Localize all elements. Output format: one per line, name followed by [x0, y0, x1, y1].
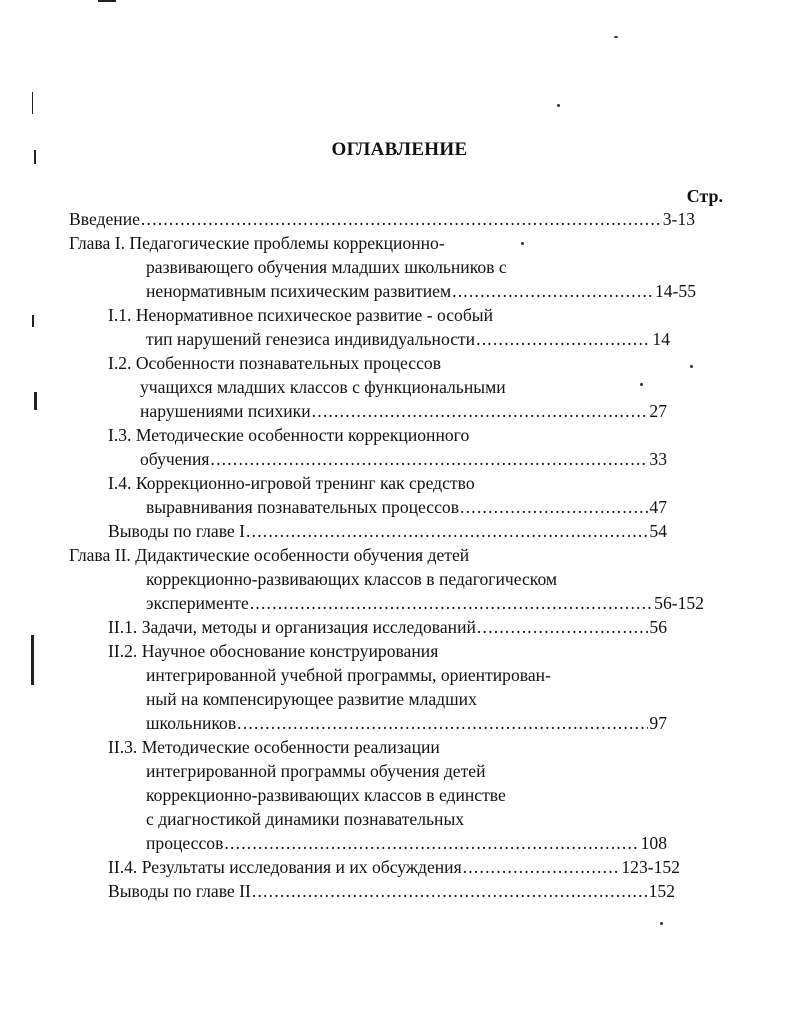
- toc-page-number: 97: [649, 713, 667, 733]
- scan-speck-4: [640, 383, 643, 386]
- toc-entry-section2-3-line1[interactable]: II.3. Методические особенности реализации: [108, 737, 440, 757]
- toc-entry-text: нарушениями психики: [140, 401, 311, 421]
- toc-entry-section1-3-line1[interactable]: I.3. Методические особенности коррекционного: [108, 425, 470, 445]
- toc-entry-text: Выводы по главе II: [108, 881, 251, 901]
- toc-entry-conclusions-chapter1[interactable]: [108, 520, 667, 543]
- page-column-header: Стр.: [686, 186, 723, 206]
- toc-page-number: 14-55: [654, 281, 696, 301]
- toc-entry-chapter2-line1[interactable]: Глава II. Дидактические особенности обучения детей: [69, 545, 470, 565]
- toc-leader: [463, 856, 621, 879]
- toc-entry-text: ненормативным психическим развитием: [146, 281, 452, 301]
- toc-leader: [460, 496, 648, 519]
- toc-page-number: 152: [648, 881, 675, 901]
- toc-entry-chapter1-line3[interactable]: [146, 280, 696, 303]
- toc-entry-text: тип нарушений генезиса индивидуальности: [146, 329, 476, 349]
- toc-leader: [252, 880, 648, 903]
- toc-page-number: 27: [649, 401, 667, 421]
- toc-entry-section1-1-line1[interactable]: I.1. Ненормативное психическое развитие - особый: [108, 305, 494, 325]
- toc-entry-section2-2-line3[interactable]: ный на компенсирующее развитие младших: [146, 689, 477, 709]
- toc-page-number: 54: [649, 521, 667, 541]
- toc-page-number: 14: [652, 329, 670, 349]
- toc-entry-section1-1-line2[interactable]: [146, 328, 670, 351]
- toc-entry-section2-3-line3[interactable]: коррекционно-развивающих классов в единстве: [146, 785, 506, 805]
- toc-leader: [141, 208, 662, 231]
- toc-entry-text: эксперименте: [146, 593, 249, 613]
- toc-entry-section2-3-line2[interactable]: интегрированной программы обучения детей: [146, 761, 486, 781]
- toc-entry-section2-1[interactable]: [108, 616, 667, 639]
- toc-entry-intro[interactable]: [69, 208, 695, 231]
- toc-entry-text: процессов: [146, 833, 224, 853]
- toc-leader: [312, 400, 649, 423]
- toc-entry-section1-4-line1[interactable]: I.4. Коррекционно-игровой тренинг как средство: [108, 473, 475, 493]
- toc-entry-section1-2-line1[interactable]: I.2. Особенности познавательных процессов: [108, 353, 442, 373]
- toc-entry-text: школьников: [146, 713, 237, 733]
- toc-leader: [246, 520, 648, 543]
- toc-entry-section1-2-line2[interactable]: учащихся младших классов с функциональными: [140, 377, 506, 397]
- toc-entry-section1-2-line3[interactable]: [140, 400, 667, 423]
- toc-entry-section1-4-line2[interactable]: [146, 496, 667, 519]
- toc-leader: [250, 592, 653, 615]
- scan-speck-1: [614, 36, 618, 38]
- scan-mark-left-3: [34, 392, 37, 410]
- toc-leader: [477, 616, 648, 639]
- toc-leader: [237, 712, 648, 735]
- toc-entry-chapter1-line2[interactable]: развивающего обучения младших школьников с: [146, 257, 507, 277]
- scan-mark-left-2: [32, 315, 34, 327]
- toc-entry-section2-2-line2[interactable]: интегрированной учебной программы, ориентирован-: [146, 665, 551, 685]
- scan-speck-6: [521, 242, 524, 245]
- toc-entry-section2-4[interactable]: [108, 856, 680, 879]
- toc-entry-section1-3-line2[interactable]: [140, 448, 667, 471]
- toc-leader: [452, 280, 654, 303]
- toc-page-number: 123-152: [621, 857, 680, 877]
- toc-entry-text: Введение: [69, 209, 140, 229]
- scan-speck-5: [660, 922, 663, 925]
- scan-mark-left-4: [31, 635, 34, 685]
- toc-entry-section2-2-line1[interactable]: II.2. Научное обоснование конструирования: [108, 641, 439, 661]
- toc-page-number: 33: [649, 449, 667, 469]
- toc-page-number: 3-13: [662, 209, 695, 229]
- toc-entry-text: выравнивания познавательных процессов: [146, 497, 460, 517]
- toc-entry-section2-3-line5[interactable]: [146, 832, 667, 855]
- toc-entry-section2-2-line4[interactable]: [146, 712, 667, 735]
- toc-page-number: 56-152: [654, 593, 704, 613]
- scan-speck-3: [690, 365, 693, 368]
- toc-entry-chapter1-line1[interactable]: Глава I. Педагогические проблемы коррекционно-: [69, 233, 445, 253]
- scan-mark-top: [98, 0, 116, 2]
- page-title: ОГЛАВЛЕНИЕ: [331, 139, 468, 160]
- toc-leader: [476, 328, 651, 351]
- toc-entry-text: II.1. Задачи, методы и организация исследований: [108, 617, 476, 637]
- toc-page-number: 56: [649, 617, 667, 637]
- toc-entry-section2-3-line4[interactable]: с диагностикой динамики познавательных: [146, 809, 465, 829]
- scan-speck-2: [557, 104, 560, 107]
- toc-leader: [224, 832, 639, 855]
- toc-entry-text: обучения: [140, 449, 210, 469]
- toc-page-number: 108: [640, 833, 667, 853]
- toc-entry-text: II.4. Результаты исследования и их обсуждения: [108, 857, 462, 877]
- toc-entry-conclusions-chapter2[interactable]: [108, 880, 675, 903]
- toc-entry-chapter2-line2[interactable]: коррекционно-развивающих классов в педагогическом: [146, 569, 558, 589]
- scan-mark-left-5: [32, 92, 33, 114]
- toc-page-number: 47: [649, 497, 667, 517]
- toc-leader: [210, 448, 648, 471]
- toc-entry-chapter2-line3[interactable]: [146, 592, 704, 615]
- toc-entry-text: Выводы по главе I: [108, 521, 245, 541]
